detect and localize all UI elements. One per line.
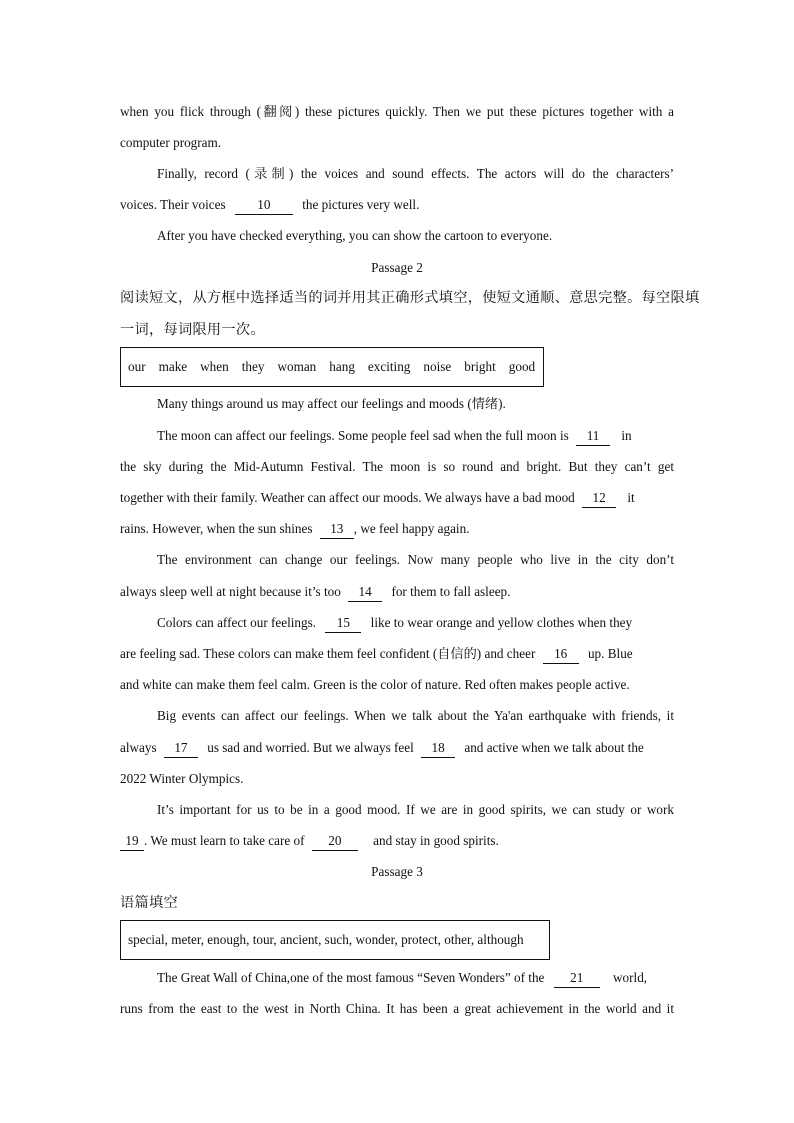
blank-20[interactable]: 20 — [312, 833, 358, 851]
p2-line-4-a: together with their family. Weather can affect our moods. We always have a bad mood — [120, 490, 575, 505]
blank-21[interactable]: 21 — [554, 970, 600, 988]
passage-2-heading: Passage 2 — [371, 260, 423, 275]
word-bank-word: woman — [277, 359, 317, 374]
p1-line-2: computer program. — [120, 135, 222, 150]
word-bank-box-3: special, meter, enough, tour, ancient, such, wonder, protect, other, although — [120, 920, 550, 960]
p2-line-5-a: rains. However, when the sun shines — [120, 521, 313, 536]
word-bank-word: hang — [329, 359, 355, 374]
p1-line-4-a: voices. Their voices — [120, 197, 226, 212]
blank-10[interactable]: 10 — [235, 197, 293, 215]
p2-line-13: 2022 Winter Olympics. — [120, 771, 244, 786]
blank-19[interactable]: 19 — [120, 833, 144, 851]
word-bank-word: noise — [423, 359, 452, 374]
p3-line-1 — [120, 968, 674, 988]
p2-line-9-b: up. Blue — [587, 646, 633, 661]
p2-line-9-a: are feeling sad. These colors can make them feel confident (自信的) and cheer — [120, 646, 536, 661]
p1-line-5: After you have checked everything, you can show the cartoon to everyone. — [157, 228, 553, 243]
p2-line-6: The environment can change our feelings. Now many people who live in the city don’t — [157, 552, 674, 567]
word-bank-box-2 — [120, 347, 544, 387]
p2-line-5-b: , we feel happy again. — [353, 521, 470, 536]
p2-line-12-a: always — [120, 740, 157, 755]
p2-line-1: Many things around us may affect our feelings and moods (情绪). — [157, 396, 506, 411]
passage-3-title: 语篇填空 — [120, 895, 178, 911]
p2-line-2-b: in — [621, 428, 632, 443]
p2-line-11: Big events can affect our feelings. When we talk about the Ya'an earthquake with friends, it — [157, 708, 674, 723]
word-bank-word: when — [200, 359, 229, 374]
p2-line-5 — [120, 519, 674, 539]
p3-line-1-a: The Great Wall of China,one of the most famous “Seven Wonders” of the — [157, 970, 545, 985]
p2-line-8-a: Colors can affect our feelings. — [157, 615, 317, 630]
p2-line-2-a: The moon can affect our feelings. Some people feel sad when the full moon is — [157, 428, 569, 443]
passage-2-instruction-1: 阅读短文，从方框中选择适当的词并用其正确形式填空，使短文通顺、意思完整。每空限填 — [120, 290, 700, 306]
word-bank-word: they — [241, 359, 265, 374]
p1-line-1: when you flick through (翻阅) these pictures quickly. Then we put these pictures together with a — [120, 104, 674, 119]
blank-14[interactable]: 14 — [348, 584, 382, 602]
p2-line-14: It’s important for us to be in a good mood. If we are in good spirits, we can study or work — [157, 802, 674, 817]
blank-17[interactable]: 17 — [164, 740, 198, 758]
p2-line-15 — [120, 831, 674, 851]
p3-line-1-b: world, — [613, 970, 648, 985]
word-bank-word: exciting — [367, 359, 411, 374]
p2-line-15-b: and stay in good spirits. — [373, 833, 499, 848]
word-bank-word: good — [508, 359, 536, 374]
p2-line-12-b: us sad and worried. But we always feel — [207, 740, 414, 755]
p2-line-9 — [120, 644, 674, 664]
p2-line-12 — [120, 738, 674, 758]
blank-11[interactable]: 11 — [576, 428, 610, 446]
p2-line-7-b: for them to fall asleep. — [391, 584, 511, 599]
blank-13[interactable]: 13 — [320, 521, 354, 539]
p2-line-12-c: and active when we talk about the — [464, 740, 644, 755]
p2-line-3: the sky during the Mid-Autumn Festival. The moon is so round and bright. But they can’t get — [120, 459, 674, 474]
p3-line-2: runs from the east to the west in North China. It has been a great achievement in the world and it — [120, 1001, 674, 1016]
p1-line-3: Finally, record (录制) the voices and sound effects. The actors will do the characters’ — [157, 166, 674, 181]
p2-line-15-a: . We must learn to take care of — [144, 833, 305, 848]
p2-line-8-b: like to wear orange and yellow clothes when they — [370, 615, 633, 630]
word-bank-word: bright — [464, 359, 496, 374]
word-bank-word: make — [158, 359, 188, 374]
passage-2-instruction-2: 一词，每词限用一次。 — [120, 322, 265, 338]
word-bank-word: our — [128, 359, 146, 374]
p1-line-4-b: the pictures very well. — [302, 197, 420, 212]
p2-line-2 — [120, 426, 674, 446]
p2-line-7-a: always sleep well at night because it’s too — [120, 584, 341, 599]
p2-line-4 — [120, 488, 674, 508]
blank-16[interactable]: 16 — [543, 646, 579, 664]
blank-15[interactable]: 15 — [325, 615, 361, 633]
blank-12[interactable]: 12 — [582, 490, 616, 508]
blank-18[interactable]: 18 — [421, 740, 455, 758]
p2-line-7 — [120, 582, 674, 602]
passage-3-heading: Passage 3 — [371, 864, 423, 879]
p2-line-4-b: it — [627, 490, 635, 505]
p2-line-8 — [120, 613, 674, 633]
p1-line-4 — [120, 195, 674, 215]
p2-line-10: and white can make them feel calm. Green is the color of nature. Red often makes people active. — [120, 677, 630, 692]
